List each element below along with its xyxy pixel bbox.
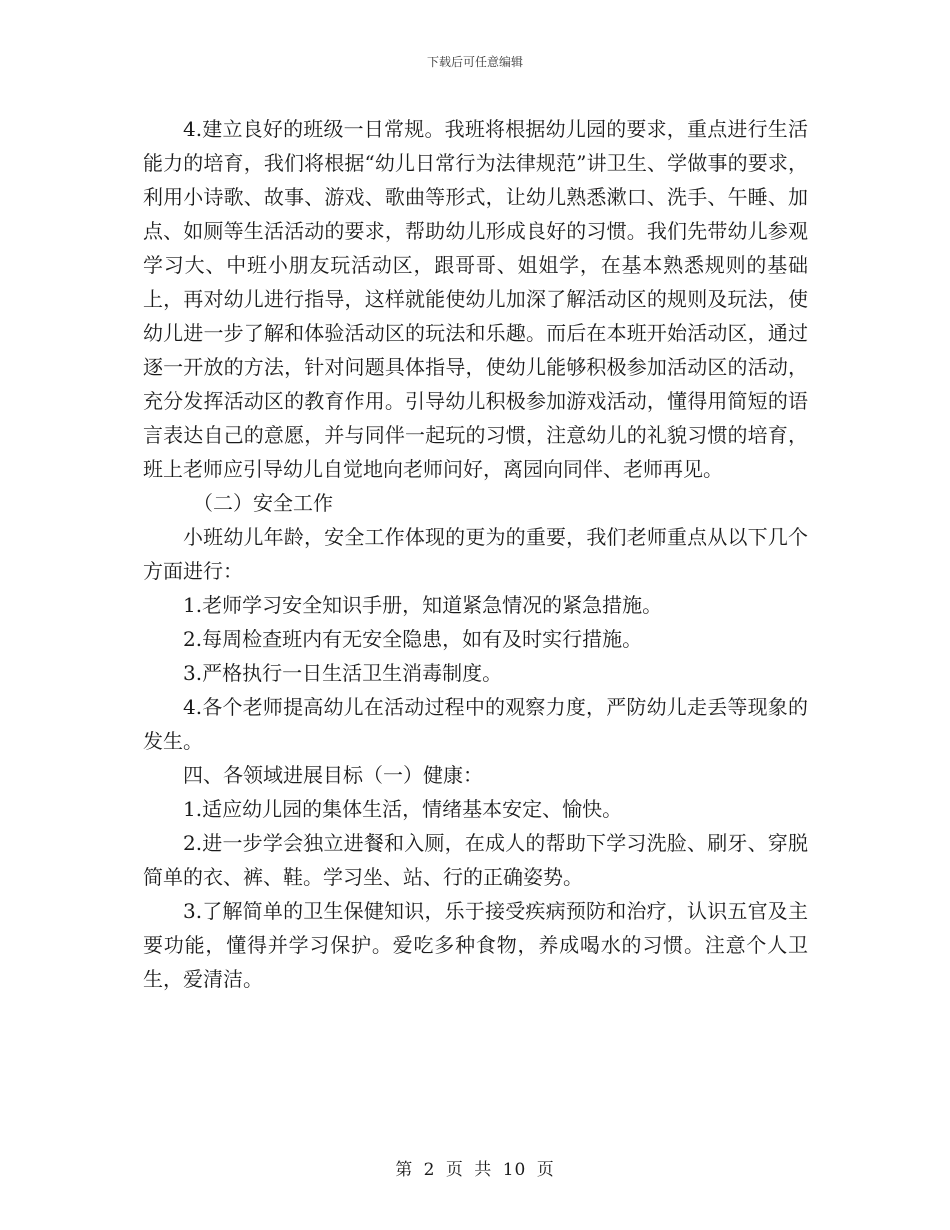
paragraph-safety-intro: 小班幼儿年龄，安全工作体现的更为的重要，我们老师重点从以下几个方面进行： (143, 525, 808, 583)
section-heading-safety: （二）安全工作 (193, 491, 333, 515)
list-item-health-1: 1.适应幼儿园的集体生活，情绪基本安定、愉快。 (183, 797, 623, 821)
paragraph-daily-routine: 4.建立良好的班级一日常规。我班将根据幼儿园的要求，重点进行生活能力的培育，我们将根据“幼儿日常行为法律规范”讲卫生、学做事的要求，利用小诗歌、故事、游戏、歌曲等形式，让幼儿熟悉漱口、洗手、午睡、加点、如厕等生活活动的要求，帮助幼儿形成良好的习惯。我们先带幼儿参观学习大、中班小朋友玩活动区，跟哥哥、姐姐学，在基本熟悉规则的基础上，再对幼儿进行指导，这样就能使幼儿加深了解活动区的规则及玩法，使幼儿进一步了解和体验活动区的玩法和乐趣。而后在本班开始活动区，通过逐一开放的方法，针对问题具体指导，使幼儿能够积极参加活动区的活动，充分发挥活动区的教育作用。引导幼儿积极参加游戏活动，懂得用简短的语言表达自己的意愿，并与同伴一起玩的习惯，注意幼儿的礼貌习惯的培育，班上老师应引导幼儿自觉地向老师问好，离园向同伴、老师再见。 (143, 117, 808, 481)
document-body (143, 112, 808, 996)
list-item-safety-1: 1.老师学习安全知识手册，知道紧急情况的紧急措施。 (183, 593, 663, 617)
list-item-safety-2: 2.每周检查班内有无安全隐患，如有及时实行措施。 (183, 627, 643, 651)
section-heading-goals-health: 四、各领域进展目标（一）健康： (183, 763, 483, 787)
list-item-health-2: 2.进一步学会独立进餐和入厕，在成人的帮助下学习洗脸、刷牙、穿脱简单的衣、裤、鞋。学习坐、站、行的正确姿势。 (143, 831, 808, 889)
list-item-safety-3: 3.严格执行一日生活卫生消毒制度。 (183, 661, 503, 685)
page-header: 下载后可任意编辑 (426, 55, 523, 69)
list-item-health-3: 3.了解简单的卫生保健知识，乐于接受疾病预防和治疗，认识五官及主要功能，懂得并学习保护。爱吃多种食物，养成喝水的习惯。注意个人卫生，爱清洁。 (143, 899, 808, 991)
list-item-safety-4: 4.各个老师提高幼儿在活动过程中的观察力度，严防幼儿走丢等现象的发生。 (143, 695, 808, 753)
page-number-footer: 第 2 页 共 10 页 (395, 1160, 555, 1180)
